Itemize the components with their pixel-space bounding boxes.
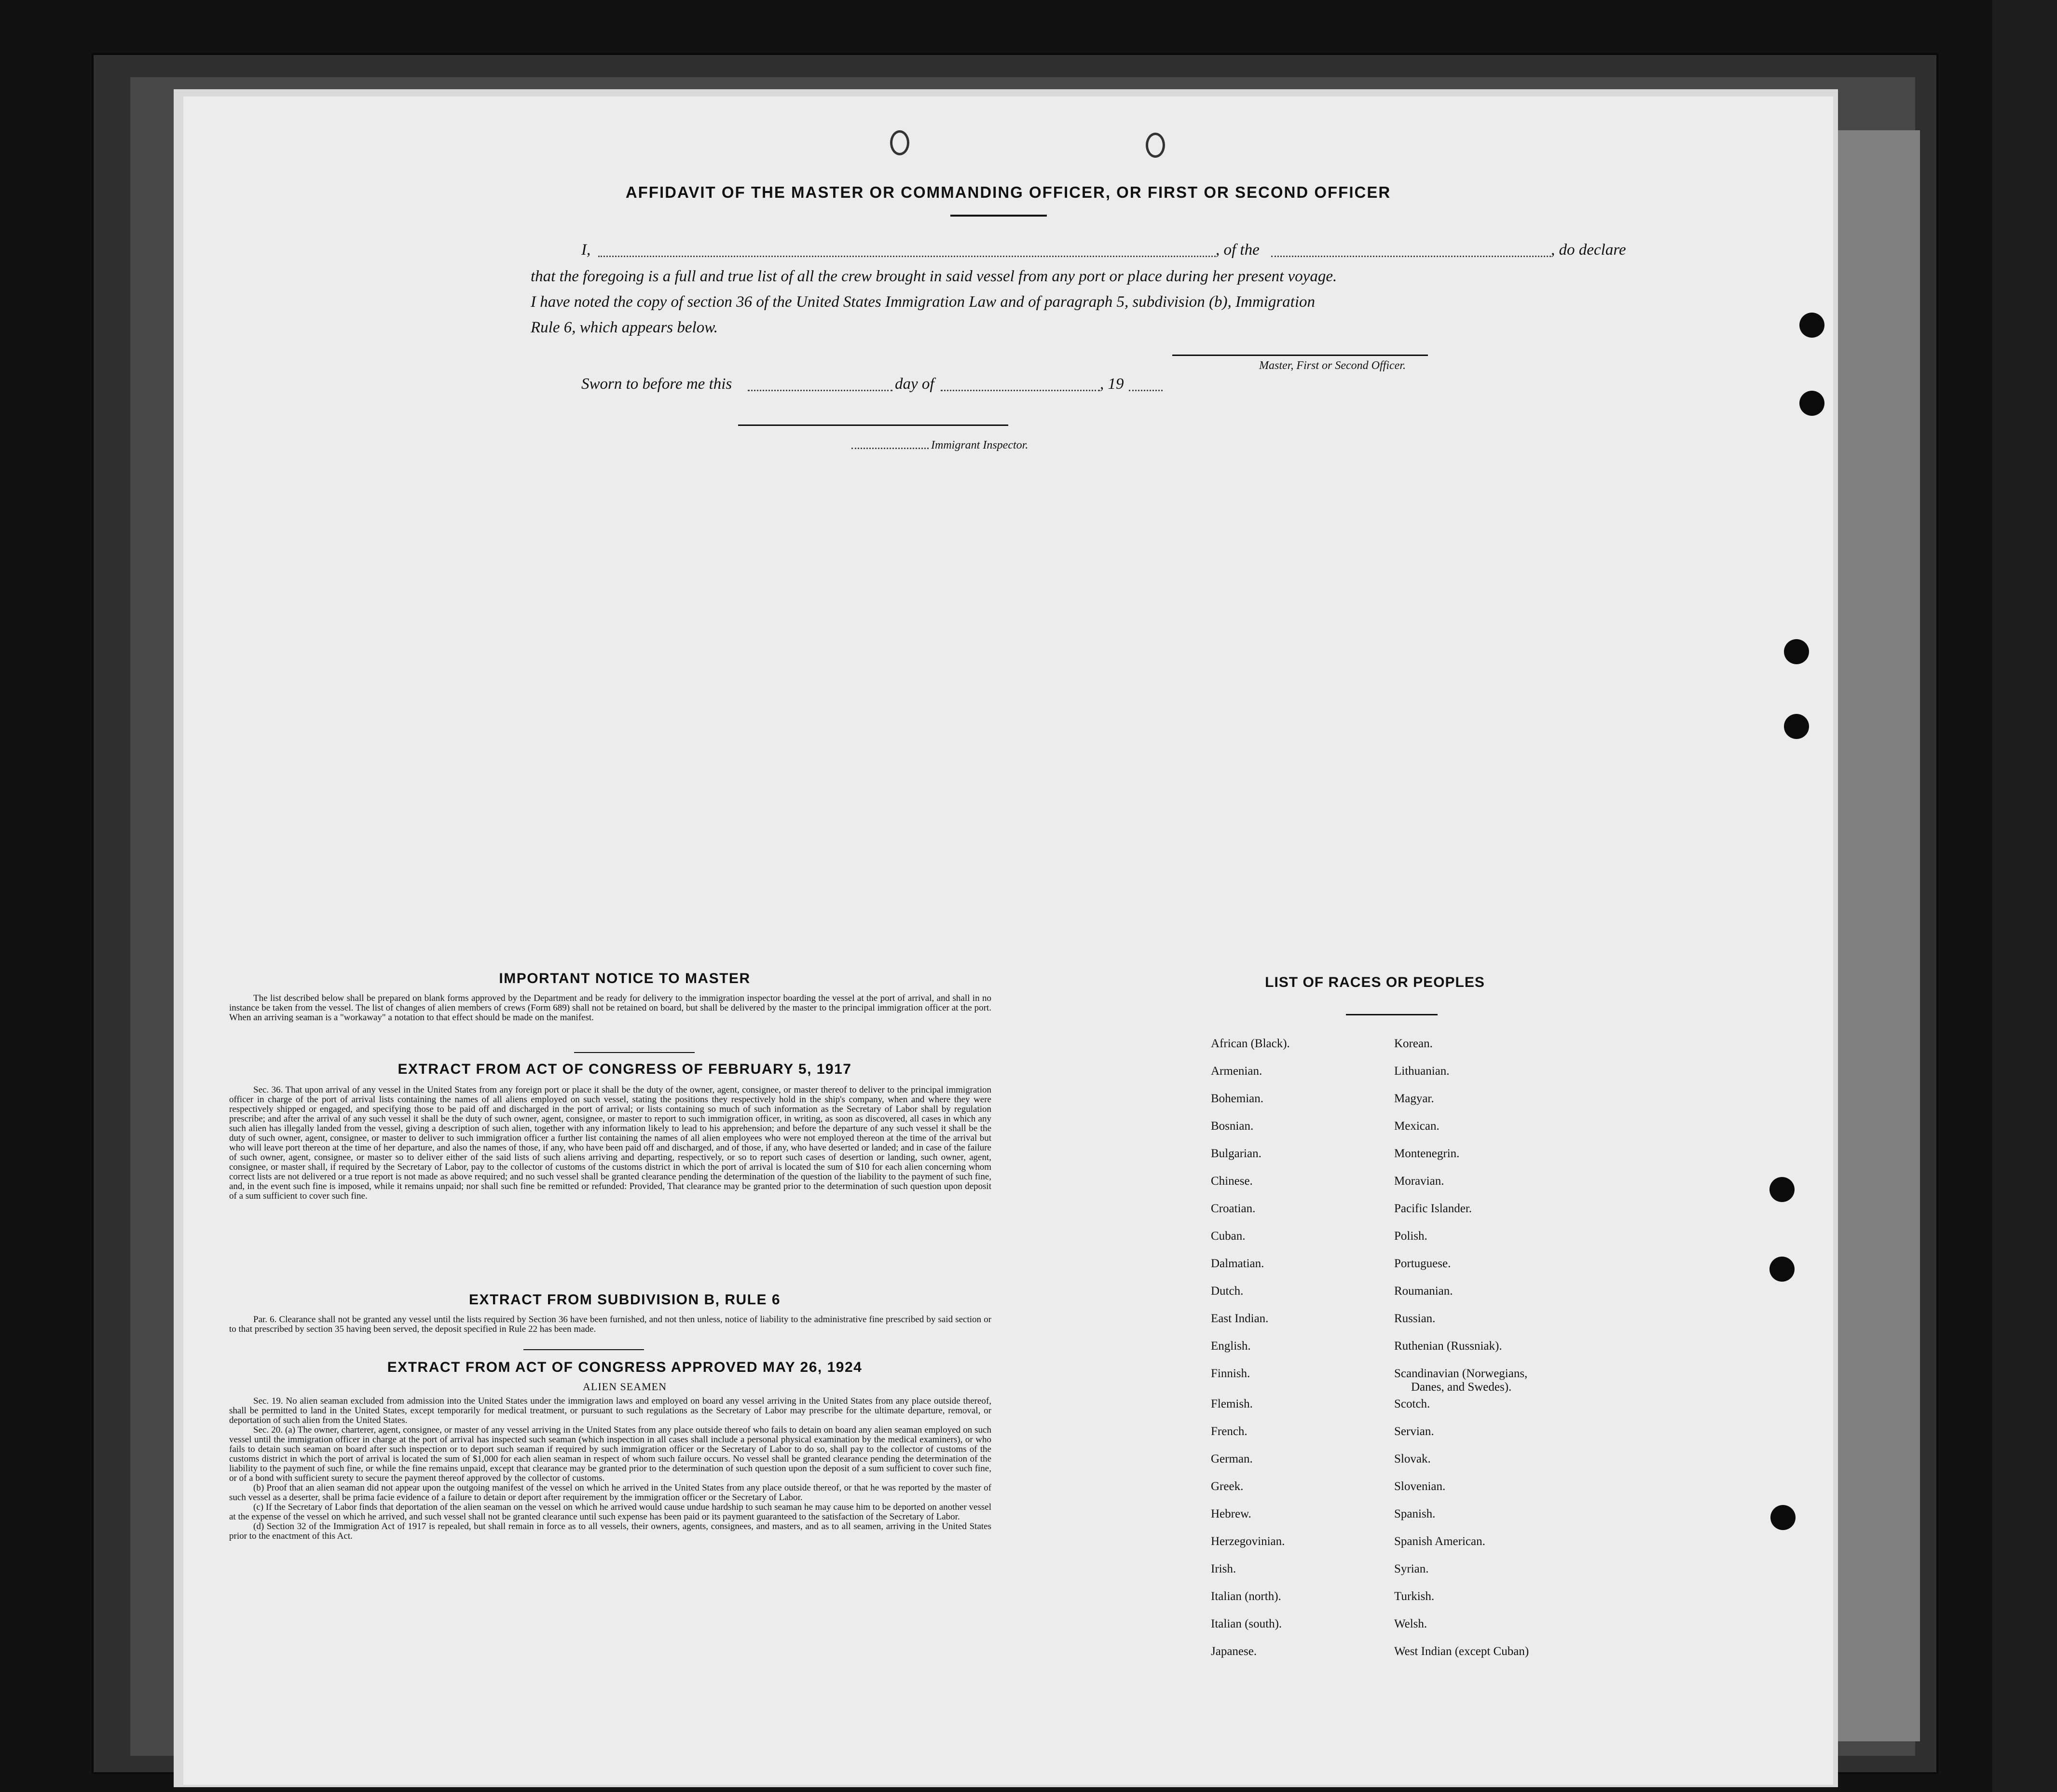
important-notice-text: The list described below shall be prepared on blank forms approved by the Department and be ready for delivery to the immigration inspector boarding the vessel at the port of arrival, and shall in no instance be taken from the vessel. The list of changes of alien members of crews (Form 689) shall not be retained on board, but shall be delivered by the master to the principal immigration officer at the port. When an arriving seaman is a "workaway" a notation to that effect should be made on the manifest. [229, 993, 991, 1023]
race-left-item: Chinese. [1211, 1175, 1253, 1188]
sworn-before: Sworn to before me this [581, 375, 732, 393]
race-left-item: Armenian. [1211, 1065, 1262, 1078]
name-blank [598, 256, 1216, 257]
inspector-caption: Immigrant Inspector. [931, 439, 1028, 451]
race-right-item: Moravian. [1394, 1175, 1444, 1188]
document-page [183, 96, 1833, 1785]
race-left-item: Irish. [1211, 1562, 1236, 1575]
race-left-item: Herzegovinian. [1211, 1535, 1285, 1548]
race-left-item: Flemish. [1211, 1397, 1253, 1410]
sworn-year: , 19 [1100, 375, 1124, 393]
race-right-item: Korean. [1394, 1037, 1433, 1050]
race-right-item: Russian. [1394, 1312, 1436, 1325]
sworn-year-blank [1129, 390, 1163, 391]
affidavit-of-the: , of the [1216, 241, 1260, 259]
title-divider [950, 215, 1047, 217]
sworn-month-blank [941, 390, 1100, 391]
extract-1924-title: EXTRACT FROM ACT OF CONGRESS APPROVED MAY 26, 1924 [387, 1359, 863, 1375]
race-right-item: Lithuanian. [1394, 1065, 1450, 1078]
race-right-item: Servian. [1394, 1425, 1434, 1438]
races-title: LIST OF RACES OR PEOPLES [1265, 974, 1485, 990]
punch-hole-icon [1769, 1257, 1795, 1282]
race-left-item: East Indian. [1211, 1312, 1269, 1325]
race-left-item: Bohemian. [1211, 1092, 1264, 1105]
race-left-item: Japanese. [1211, 1645, 1257, 1658]
race-right-item: Montenegrin. [1394, 1147, 1460, 1160]
affidavit-line-4: Rule 6, which appears below. [531, 319, 718, 336]
race-right-item: Portuguese. [1394, 1257, 1451, 1270]
affidavit-title: AFFIDAVIT OF THE MASTER OR COMMANDING OFFICER, OR FIRST OR SECOND OFFICER [625, 183, 1391, 201]
race-left-item: African (Black). [1211, 1037, 1290, 1050]
race-left-item: English. [1211, 1340, 1251, 1353]
races-divider [1346, 1014, 1438, 1015]
race-right-item: Spanish. [1394, 1507, 1436, 1520]
extract-rule6-title: EXTRACT FROM SUBDIVISION B, RULE 6 [468, 1292, 781, 1308]
binder-ring-icon [1146, 133, 1165, 158]
affidavit-declare: , do declare [1551, 241, 1626, 259]
inspector-signature-line [738, 424, 1008, 426]
race-right-item: Polish. [1394, 1230, 1427, 1243]
race-left-item: Italian (north). [1211, 1590, 1281, 1603]
signature-caption: Master, First or Second Officer. [1259, 359, 1406, 372]
divider [574, 1052, 695, 1053]
affidavit-line-3: I have noted the copy of section 36 of the United States Immigration Law and of paragraph 5, subdivision (b), Immigration [531, 293, 1316, 311]
race-right-item: Turkish. [1394, 1590, 1435, 1603]
affidavit-i: I, [581, 241, 591, 259]
race-left-item: Bosnian. [1211, 1120, 1254, 1133]
race-left-item: French. [1211, 1425, 1248, 1438]
extract-1917-text: Sec. 36. That upon arrival of any vessel in the United States from any foreign port or place it shall be the duty of the owner, agent, consignee, or master thereof to deliver to the principal immigration officer in charge of the port of arrival lists containing the names of all aliens employed on such vessel, stating the positions they respectively hold in the ship's company, when and where they were respectively shipped or engaged, and specifying those to be paid off and discharged in the port of arrival; or lists containing so much of such information as the Secretary of Labor shall by regulation prescribe; and after the arrival of any such vessel it shall be the duty of such owner, agent, consignee, or master to report to such immigration officer, in writing, as soon as discovered, all cases in which any such alien has illegally landed from the vessel, giving a description of such alien, together with any information likely to lead to his apprehension; and before the departure of any such vessel it shall be the duty of such owner, agent, consignee, or master to deliver to such immigration officer a further list containing the names of all alien employees who were not employed thereon at the time of the arrival but who will leave port thereon at the time of her departure, and also the names of those, if any, who have been paid off and discharged, and of those, if any, who have deserted or landed; and in case of the failure of such owner, agent, consignee, or master so to deliver either of the said lists of such aliens arriving and departing, respectively, or so to report such cases of desertion or landing, such owner, agent, consignee, or master shall, if required by the Secretary of Labor, pay to the collector of customs of the customs district in which the port of arrival is located the sum of $10 for each alien concerning whom correct lists are not delivered or a true report is not made as above required; and no such vessel shall be granted clearance pending the determination of the question of the liability to the payment of such fine, and, in the event such fine is imposed, while it remains unpaid; nor shall such fine be remitted or refunded: Provided, That clearance may be granted prior to the determination of such question upon deposit of a sum sufficient to cover such fine. [229, 1085, 991, 1201]
underlying-page-strip [1833, 130, 1920, 1741]
race-right-item: Mexican. [1394, 1120, 1440, 1133]
race-left-item: Hebrew. [1211, 1507, 1251, 1520]
extract-1924-text: Sec. 19. No alien seaman excluded from admission into the United States under the immigration laws and employed on board any vessel arriving in the United States from any place outside thereof, shall be permitted to land in the United States, except temporarily for medical treatment, or pursuant to such regulations as the Secretary of Labor may prescribe for the ultimate departure, removal, or deportation of such alien from the United States. Sec. 20. (a) The owner, charterer, agent, consignee, or master of any vessel arriving in the United States from any place outside thereof who fails to detain on board any alien seaman employed on such vessel until the immigration officer in charge at the port of arrival has inspected such seaman (which inspection in all cases shall include a personal physical examination by the medical examiners), or who fails to detain such seaman on board after such inspection or to deport such seaman if required by such immigration officer or the Secretary of Labor to do so, shall pay to the collector of customs of the customs district in which the port of arrival is located the sum of $1,000 for each alien seaman in respect of whom such failure occurs. No vessel shall be granted clearance pending the determination of the liability to the payment of such fine, or while the fine remains unpaid, except that clearance may be granted prior to the determination of such question upon the deposit of a sum sufficient to cover such fine, or of a bond with sufficient surety to secure the payment thereof approved by the collector of customs. (b) Proof that an alien seaman did not appear upon the outgoing manifest of the vessel on which he arrived in the United States from any place outside thereof, or that he was reported by the master of such vessel as a deserter, shall be prima facie evidence of a failure to detain or deport after requirement by the immigration officer or the Secretary of Labor. (c) If the Secretary of Labor finds that deportation of the alien seaman on the vessel on which he arrived would cause undue hardship to such seaman he may cause him to be deported on another vessel at the expense of the vessel on which he arrived, and such vessel shall not be granted clearance until such expense has been paid or its payment guaranteed to the satisfaction of the Secretary of Labor. (d) Section 32 of the Immigration Act of 1917 is repealed, but shall remain in force as to all vessels, their owners, agents, consignees, and masters, and as to all seamen, arriving in the United States prior to the enactment of this Act. [229, 1396, 991, 1541]
race-left-item: Croatian. [1211, 1202, 1256, 1215]
race-left-item: Dalmatian. [1211, 1257, 1264, 1270]
punch-hole-icon [1784, 714, 1809, 739]
race-right-item: Pacific Islander. [1394, 1202, 1472, 1215]
sworn-day-blank [748, 390, 892, 391]
film-edge [1992, 0, 2057, 1792]
divider [523, 1349, 644, 1350]
race-right-item: Welsh. [1394, 1617, 1427, 1630]
race-right-item: West Indian (except Cuban) [1394, 1645, 1529, 1658]
race-left-item: German. [1211, 1452, 1253, 1465]
important-notice-title: IMPORTANT NOTICE TO MASTER [499, 971, 751, 986]
inspector-blank [851, 448, 929, 449]
vessel-blank [1271, 256, 1551, 257]
race-right-item: Slovak. [1394, 1452, 1431, 1465]
binder-ring-icon [890, 130, 909, 155]
alien-seamen-subtitle: ALIEN SEAMEN [583, 1381, 667, 1393]
punch-hole-icon [1770, 1505, 1796, 1530]
extract-1917-title: EXTRACT FROM ACT OF CONGRESS OF FEBRUARY 5, 1917 [398, 1061, 852, 1077]
extract-rule6-text: Par. 6. Clearance shall not be granted any vessel until the lists required by Section 36 have been furnished, and not then unless, notice of liability to the administrative fine prescribed by said section or to that prescribed by section 35 having been served, the deposit specified in Rule 22 has been made. [229, 1314, 991, 1334]
race-right-item: Syrian. [1394, 1562, 1429, 1575]
affidavit-line-2: that the foregoing is a full and true list of all the crew brought in said vessel from any port or place during her present voyage. [531, 268, 1337, 285]
signature-line [1172, 355, 1428, 356]
race-right-item: Scotch. [1394, 1397, 1430, 1410]
race-right-item: Roumanian. [1394, 1285, 1453, 1298]
race-left-item: Finnish. [1211, 1367, 1250, 1380]
race-left-item: Greek. [1211, 1480, 1244, 1493]
race-right-item: Slovenian. [1394, 1480, 1446, 1493]
punch-hole-icon [1799, 391, 1824, 416]
race-left-item: Italian (south). [1211, 1617, 1282, 1630]
race-left-item: Bulgarian. [1211, 1147, 1262, 1160]
race-left-item: Cuban. [1211, 1230, 1246, 1243]
race-right-item: Spanish American. [1394, 1535, 1485, 1548]
punch-hole-icon [1784, 639, 1809, 664]
punch-hole-icon [1769, 1177, 1795, 1202]
punch-hole-icon [1799, 313, 1824, 338]
sworn-day-of: day of [895, 375, 934, 393]
race-right-item: Scandinavian (Norwegians, [1394, 1367, 1528, 1380]
race-left-item: Dutch. [1211, 1285, 1244, 1298]
race-right-item: Danes, and Swedes). [1411, 1381, 1512, 1394]
race-right-item: Magyar. [1394, 1092, 1434, 1105]
race-right-item: Ruthenian (Russniak). [1394, 1340, 1502, 1353]
